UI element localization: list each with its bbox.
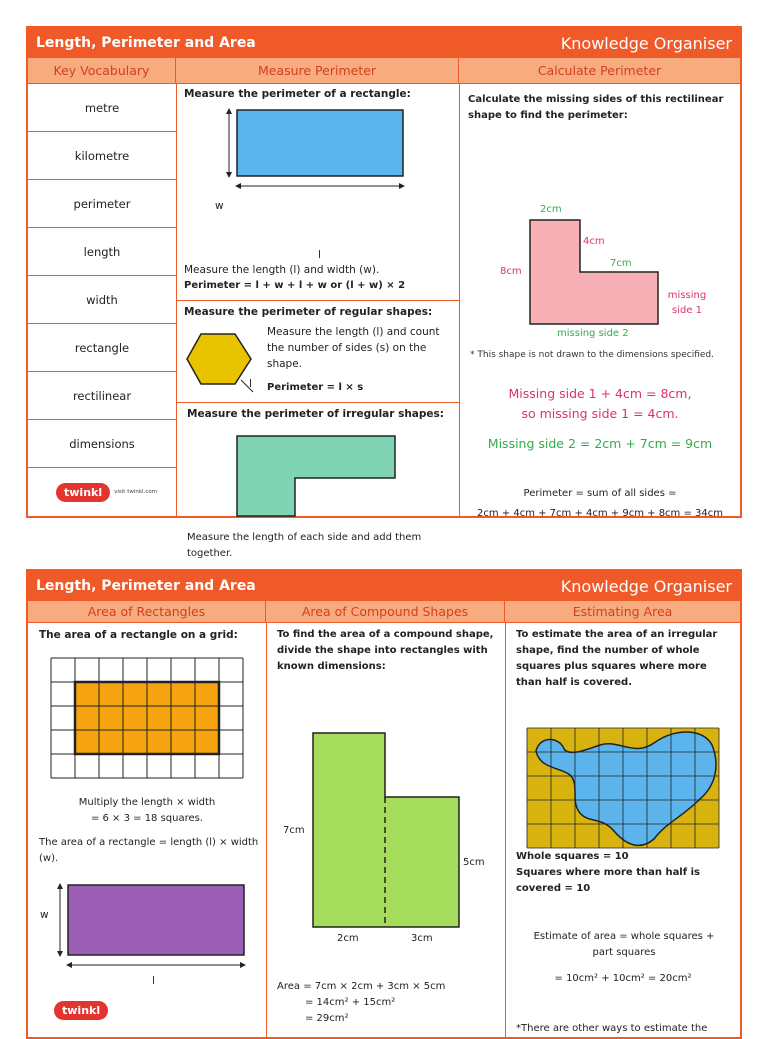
organiser-label: Knowledge Organiser	[560, 576, 732, 596]
compound-shape-diagram	[311, 731, 461, 929]
whole-squares: Whole squares = 10	[516, 851, 629, 862]
vocab-item: perimeter	[28, 180, 176, 228]
missing-side-1-line: side 1	[671, 305, 703, 316]
multiply-line: Multiply the length × width	[78, 797, 216, 808]
vocabulary-list	[28, 84, 176, 516]
divider	[177, 300, 459, 301]
label-missing-side-2: missing side 2	[557, 328, 629, 339]
missing-side-1-calc	[460, 384, 740, 424]
purple-rectangle-diagram	[56, 883, 256, 975]
title-bar	[28, 571, 740, 601]
purple-length-label: l	[152, 975, 155, 987]
twinkl-url: visit twinkl.com	[114, 489, 158, 495]
vocab-item: rectangle	[28, 324, 176, 372]
estimate-result: = 10cm² + 10cm² = 20cm²	[554, 973, 692, 984]
header-area-of-compound-shapes: Area of Compound Shapes	[266, 601, 505, 622]
rect-width-label: w	[215, 200, 224, 212]
other-ways-note: *There are other ways to estimate the	[516, 1023, 708, 1034]
label-7cm: 7cm	[283, 825, 305, 836]
vocab-item: kilometre	[28, 132, 176, 180]
calc-heading: Calculate the missing sides of this rectilinear shape to find the perimeter:	[468, 94, 724, 121]
twinkl-logo-mark: twinkl	[56, 483, 110, 502]
missing-side-1-line: missing	[667, 290, 707, 301]
missing-side-1-calc-line: so missing side 1 = 4cm.	[521, 406, 679, 421]
rect-heading: Measure the perimeter of a rectangle:	[184, 88, 411, 100]
estimate-text: To estimate the area of an irregular shape, find the number of whole squares plus squares where more than half is covered.	[516, 629, 718, 688]
label-missing-side-1	[662, 288, 712, 318]
perimeter-sum	[460, 484, 740, 524]
knowledge-organiser-area	[26, 569, 742, 1039]
regular-text: Measure the length (l) and count the number of sides (s) on the shape.	[267, 326, 440, 370]
irregular-shape-diagram	[235, 434, 400, 519]
section-headers	[28, 58, 740, 84]
grid-heading: The area of a rectangle on a grid:	[39, 629, 238, 641]
vocab-item: rectilinear	[28, 372, 176, 420]
multiply-line: = 6 × 3 = 18 squares.	[90, 813, 204, 824]
area-calc-line-3: = 29cm²	[305, 1013, 349, 1024]
area-calc-line-2: = 14cm² + 15cm²	[305, 997, 396, 1008]
header-measure-perimeter: Measure Perimeter	[176, 58, 459, 83]
area-calc-line-1: Area = 7cm × 2cm + 3cm × 5cm	[277, 981, 446, 992]
label-3cm: 3cm	[411, 933, 433, 944]
label-5cm: 5cm	[463, 857, 485, 868]
header-key-vocabulary: Key Vocabulary	[28, 58, 176, 83]
rectangle-diagram	[207, 106, 407, 196]
multiply-text	[28, 795, 266, 827]
rectangle-grid-diagram	[50, 657, 246, 781]
area-of-rectangles-column	[28, 623, 266, 1037]
vocab-item: dimensions	[28, 420, 176, 468]
half-squares: Squares where more than half is covered = 10	[516, 867, 700, 894]
estimating-grid-diagram	[526, 727, 722, 853]
measure-perimeter-column	[177, 84, 459, 559]
missing-side-1-calc-line: Missing side 1 + 4cm = 8cm,	[508, 386, 692, 401]
header-calculate-perimeter: Calculate Perimeter	[537, 63, 662, 78]
rectilinear-shape-diagram	[528, 218, 668, 328]
label-2cm: 2cm	[337, 933, 359, 944]
perimeter-sum-line: Perimeter = sum of all sides =	[523, 488, 677, 499]
compound-shapes-column	[267, 623, 505, 1037]
purple-width-label: w	[40, 909, 49, 921]
card-title: Length, Perimeter and Area	[36, 35, 256, 51]
rect-text: Measure the length (l) and width (w).	[184, 264, 380, 276]
twinkl-logo[interactable]	[28, 468, 176, 516]
organiser-label: Knowledge Organiser	[560, 33, 732, 53]
calculate-perimeter-column	[460, 84, 740, 519]
header-area-of-rectangles: Area of Rectangles	[28, 601, 266, 622]
vocab-item: length	[28, 228, 176, 276]
vocab-item: metre	[28, 84, 176, 132]
estimate-formula: Estimate of area = whole squares + part squares	[533, 931, 715, 958]
label-2cm: 2cm	[540, 204, 562, 215]
rect-formula: Perimeter = l + w + l + w or (l + w) × 2	[184, 280, 406, 291]
regular-length-label: l	[249, 378, 252, 390]
regular-formula: Perimeter = l × s	[267, 382, 364, 393]
card-title: Length, Perimeter and Area	[36, 578, 256, 594]
missing-side-2-calc: Missing side 2 = 2cm + 7cm = 9cm	[487, 436, 713, 451]
divider	[177, 402, 459, 403]
label-7cm: 7cm	[610, 258, 632, 269]
section-headers	[28, 601, 740, 623]
title-bar	[28, 28, 740, 58]
perimeter-sum-line: 2cm + 4cm + 7cm + 4cm + 9cm + 8cm = 34cm	[477, 508, 723, 519]
header-estimating-area: Estimating Area	[572, 604, 673, 619]
irregular-text: Measure the length of each side and add them together.	[187, 532, 422, 559]
estimating-area-column	[506, 623, 740, 1037]
label-4cm: 4cm	[583, 236, 605, 247]
regular-heading: Measure the perimeter of regular shapes:	[184, 306, 433, 318]
not-to-scale-note: * This shape is not drawn to the dimensions specified.	[470, 350, 715, 360]
vocab-item: width	[28, 276, 176, 324]
compound-text: To find the area of a compound shape, divide the shape into rectangles with known dimensions:	[277, 629, 494, 672]
twinkl-logo-mark: twinkl	[54, 1001, 108, 1020]
area-formula: The area of a rectangle = length (l) × width (w).	[39, 837, 259, 864]
knowledge-organiser-perimeter	[26, 26, 742, 559]
rect-length-label: l	[318, 249, 321, 261]
label-8cm: 8cm	[500, 266, 522, 277]
irregular-heading: Measure the perimeter of irregular shapes:	[187, 408, 444, 420]
twinkl-logo[interactable]	[54, 999, 108, 1018]
